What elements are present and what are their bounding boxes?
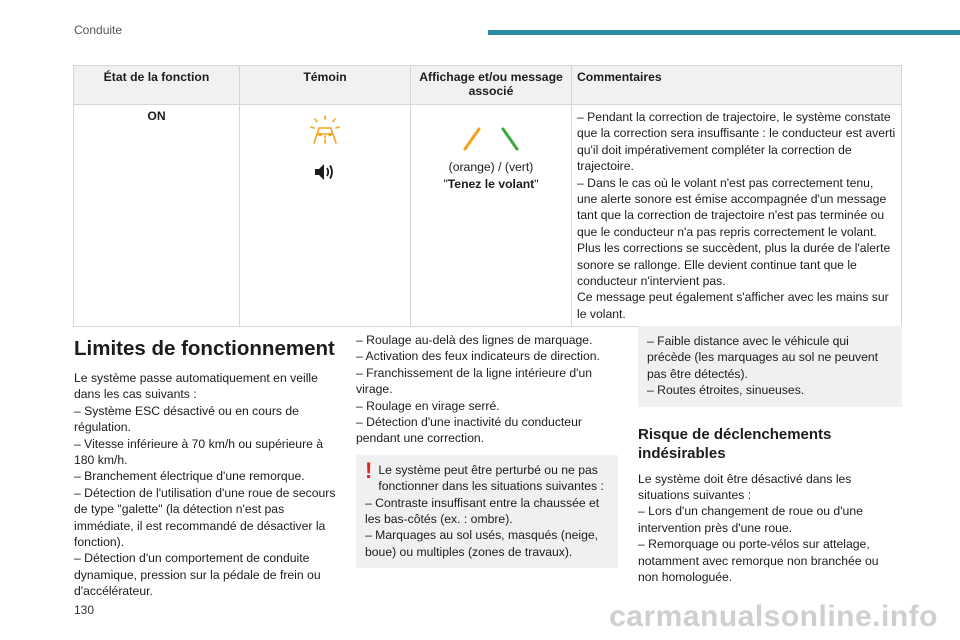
header-accent-bar xyxy=(488,30,960,35)
list-item: – Détection d'une inactivité du conducteur pendant une correction. xyxy=(356,415,582,446)
list-item: – Roulage en virage serré. xyxy=(356,398,500,413)
lane-line-green-icon xyxy=(500,127,520,151)
display-message xyxy=(416,176,566,193)
paragraph: Le système doit être désactivé dans les situations suivantes : xyxy=(638,471,852,503)
header-comments: Commentaires xyxy=(572,66,902,105)
list-item: – Roulage au-delà des lignes de marquage. xyxy=(356,333,593,347)
indicator-cell xyxy=(240,105,411,327)
column-limits xyxy=(74,336,336,600)
info-box xyxy=(638,326,902,407)
list-item: – Activation des feux indicateurs de direction. xyxy=(356,349,600,364)
comment-paragraph: – Dans le cas où le volant n'est pas correctement tenu, une alerte sonore est émise accompagnée d'un message tant que la correction de trajectoire n'est pas terminée ou que le conducteur n'a pas repris correctement le volant. xyxy=(577,175,887,239)
subsection-title: Risque de déclenchements indésirables xyxy=(638,425,832,462)
warning-lead: Le système peut être perturbé ou ne pas fonctionner dans les situations suivantes : xyxy=(378,462,604,494)
comment-paragraph: – Pendant la correction de trajectoire, le système constate que la correction sera insuffisante : le conducteur est averti qu'il doit impérativement compléter la correction de trajectoire. xyxy=(577,110,896,174)
list-item: – Système ESC désactivé ou en cours de régulation. xyxy=(74,403,299,435)
header-section-label: Conduite xyxy=(74,23,123,37)
warning-box xyxy=(356,455,618,568)
header-display: Affichage et/ou message associé xyxy=(411,66,572,105)
quote-open: " xyxy=(443,177,448,191)
state-cell: ON xyxy=(74,105,240,327)
list-item: – Détection d'un comportement de conduite dynamique, pression sur la pédale de frein ou d'accélérateur. xyxy=(74,551,321,599)
header-indicator: Témoin xyxy=(240,66,411,105)
table-row xyxy=(74,105,902,327)
list-item: – Branchement électrique d'une remorque. xyxy=(74,469,305,484)
lane-keeping-warning-icon xyxy=(310,115,340,145)
list-item: – Vitesse inférieure à 70 km/h ou supérieure à 180 km/h. xyxy=(74,436,324,468)
list-item: – Remorquage ou porte-vélos sur attelage, notamment avec remorque non branchée ou non homologuée. xyxy=(638,537,879,585)
comment-paragraph: Ce message peut également s'afficher avec les mains sur le volant. xyxy=(577,290,889,321)
section-title: Limites de fonctionnement xyxy=(74,337,335,360)
status-table xyxy=(73,65,902,327)
lane-line-orange-icon xyxy=(462,127,482,151)
display-colors: (orange) / (vert) xyxy=(448,160,534,174)
column-conditions xyxy=(356,332,618,568)
table-header-row xyxy=(74,66,902,105)
page-number: 130 xyxy=(74,603,95,617)
comments-cell xyxy=(572,105,902,327)
display-cell xyxy=(411,105,572,327)
column-risk xyxy=(638,326,902,585)
display-message-text: Tenez le volant xyxy=(447,177,535,191)
list-item: – Marquages au sol usés, masqués (neige, boue) ou multiples (zones de travaux). xyxy=(365,528,599,559)
watermark: carmanualsonline.info xyxy=(609,600,938,633)
comment-paragraph: Plus les corrections se succèdent, plus la durée de l'alerte sonore se rallonge. Elle devient continue tant que le conducteur n'intervient pas. xyxy=(577,241,891,289)
list-item: – Contraste insuffisant entre la chaussée et les bas-côtés (ex. : ombre). xyxy=(365,495,600,527)
list-item: – Lors d'un changement de roue ou d'une intervention près d'une roue. xyxy=(638,504,863,535)
list-item: – Franchissement de la ligne intérieure d'un virage. xyxy=(356,365,593,397)
warning-exclamation-icon: ! xyxy=(365,457,373,483)
quote-close: " xyxy=(534,177,539,191)
header-state: État de la fonction xyxy=(74,66,240,105)
list-item: – Détection de l'utilisation d'une roue de secours de type "galette" (la détection n'est pas immédiate, il est recommandé de désactiver la fonction). xyxy=(74,485,336,550)
list-item: – Routes étroites, sinueuses. xyxy=(647,383,805,398)
paragraph: Le système passe automatiquement en veille dans les cas suivants : xyxy=(74,371,318,402)
speaker-icon xyxy=(314,163,336,181)
list-item: – Faible distance avec le véhicule qui précède (les marquages au sol ne peuvent pas être détectés). xyxy=(647,334,879,381)
